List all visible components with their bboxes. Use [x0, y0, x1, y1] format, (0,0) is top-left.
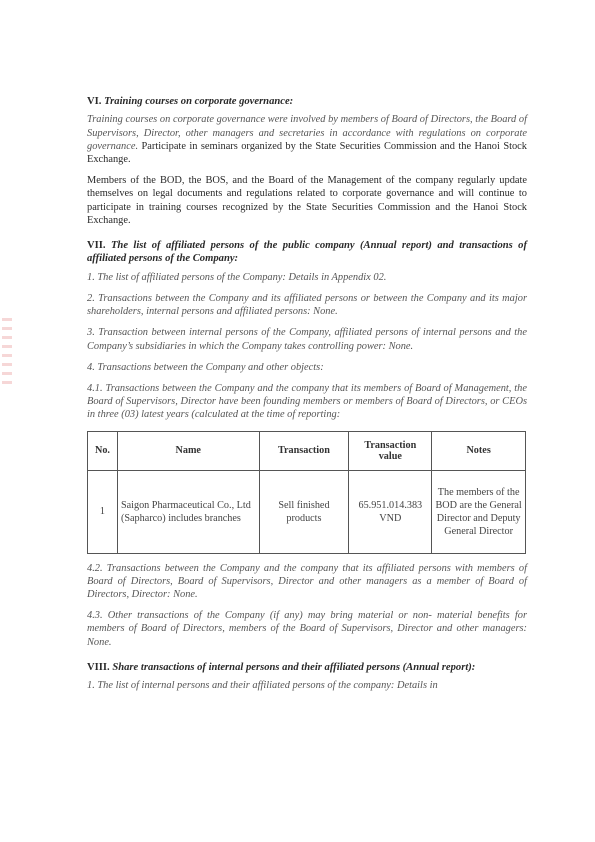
section-7-title: The list of affiliated persons of the public company (Annual report) and transactions of affiliated persons of the Company: — [87, 240, 527, 265]
section-6-title: Training courses on corporate governance: — [104, 96, 294, 107]
table-cell-transaction: Sell finished products — [259, 470, 349, 553]
section-6-paragraph-1-italic: Training courses on corporate governance were involved by members of Board of Directors, the Board of Supervisors, Director, other managers and secretaries in accordance with regulations on corporate governance. — [87, 114, 527, 152]
transactions-table — [87, 431, 526, 554]
section-6-heading — [87, 95, 527, 108]
table-header-transaction-value: Transaction value — [349, 431, 432, 470]
section-6-paragraph-1-rest: Participate in seminars organized by the State Securities Commission and the Hanoi Stock Exchange. — [87, 140, 527, 166]
red-stamp-mark — [2, 318, 12, 388]
section-6-number: VI. — [87, 96, 102, 107]
table-header-transaction: Transaction — [259, 431, 349, 470]
section-8-item-1: 1. The list of internal persons and their affiliated persons of the company: Details in — [87, 680, 438, 692]
table-header-no: No. — [88, 431, 118, 470]
section-7-heading — [87, 239, 527, 266]
table-header-row — [88, 431, 526, 470]
section-7-item-4: 4. Transactions between the Company and other objects: — [87, 361, 324, 373]
table-header-name: Name — [117, 431, 259, 470]
section-6-paragraph-2: Members of the BOD, the BOS, and the Board of the Management of the company regularly update themselves on legal documents and regulations related to corporate governance and will continue to participate in training courses recognized by the State Securities Commission and the Hanoi Stock Exchange. — [87, 175, 527, 226]
section-7-item-4-3: 4.3. Other transactions of the Company (if any) may bring material or non- material benefits for members of Board of Directors, members of the Board of Supervisors, Director and other managers: None. — [87, 610, 527, 648]
section-8-number: VIII. — [87, 661, 110, 673]
document-page — [87, 95, 527, 693]
section-6-paragraph-1 — [87, 113, 527, 166]
section-7-item-3: 3. Transaction between internal persons of the Company, affiliated persons of internal persons and the Company’s subsidiaries in which the Company takes controlling power: None. — [87, 327, 527, 352]
table-cell-notes: The members of the BOD are the General Director and Deputy General Director — [432, 470, 526, 553]
section-8-title: Share transactions of internal persons and their affiliated persons (Annual report): — [112, 661, 476, 673]
section-7-item-2: 2. Transactions between the Company and its affiliated persons or between the Company and its major shareholders, internal persons and affiliated persons: None. — [87, 293, 527, 318]
table-header-notes: Notes — [432, 431, 526, 470]
table-cell-name: Saigon Pharmaceutical Co., Ltd (Sapharco) includes branches — [117, 470, 259, 553]
section-7-number: VII. — [87, 240, 106, 252]
section-8-heading — [87, 661, 527, 674]
section-7-item-4-1: 4.1. Transactions between the Company and the company that its members of Board of Management, the Board of Supervisors, Director have been founding members or members of Board of Directors, or CEOs in three (03) latest years (calculated at the time of reporting: — [87, 383, 527, 421]
table-row — [88, 470, 526, 553]
table-cell-transaction-value: 65.951.014.383 VND — [349, 470, 432, 553]
table-cell-no: 1 — [88, 470, 118, 553]
section-7-item-4-2: 4.2. Transactions between the Company and the company that its affiliated persons with members of Board of Directors, Board of Supervisors, Director and other managers as a member of Board of Directors, Director: None. — [87, 562, 527, 601]
section-7-item-1: 1. The list of affiliated persons of the Company: Details in Appendix 02. — [87, 271, 387, 283]
